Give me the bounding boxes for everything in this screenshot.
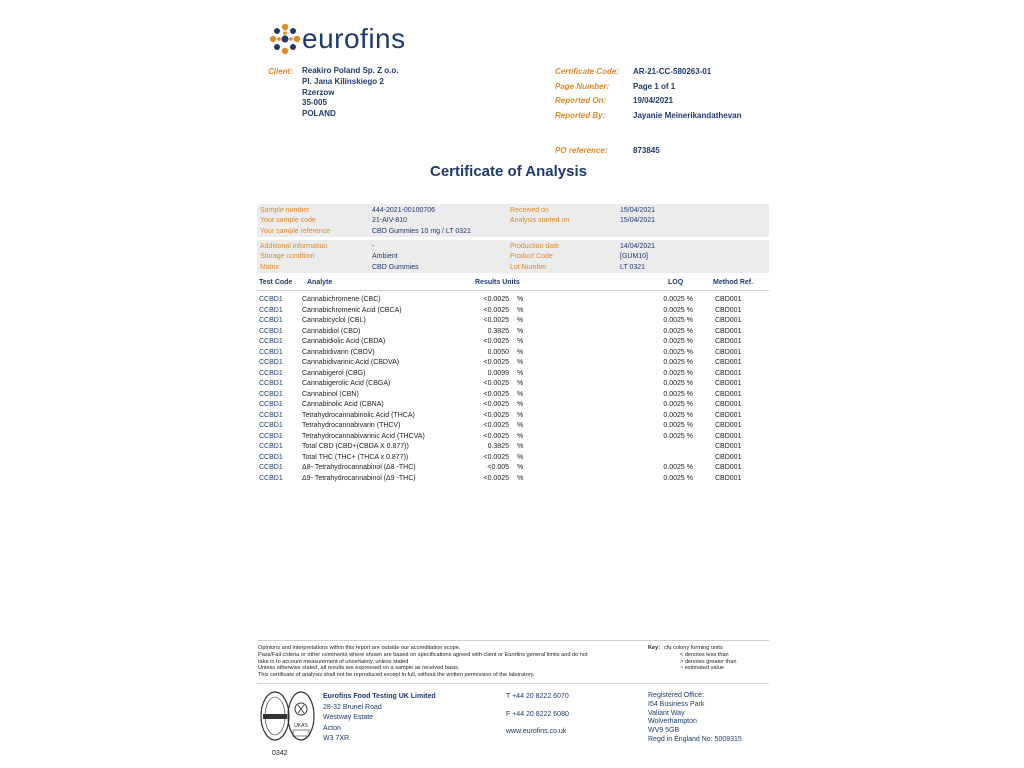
disclaimer-line: take in to account measurement of uncertainty, unless stated: [258, 658, 409, 665]
cell-test-code: CCBD1: [259, 296, 283, 303]
sample-info-labels: [260, 242, 327, 273]
header-method-ref: Method Ref.: [713, 279, 754, 286]
cell-method-ref: CBD001: [715, 380, 742, 387]
cell-loq: 0.0025 %: [663, 369, 693, 377]
cell-loq: 0.0025 %: [663, 422, 693, 429]
cell-result: 0.3825: [487, 443, 509, 450]
table-row: [259, 400, 759, 411]
sample-info-values-right: [620, 242, 655, 273]
cell-analyte: Cannabichromene (CBC): [302, 296, 381, 303]
cell-analyte: Cannabidivarinic Acid (CBDVA): [302, 359, 400, 366]
table-row: [259, 474, 759, 485]
cell-unit: %: [517, 359, 524, 366]
ukas-accreditation-icon: [259, 690, 317, 750]
cell-method-ref: CBD001: [715, 296, 742, 303]
cell-result: <0.005: [487, 464, 509, 471]
cell-test-code: CCBD1: [259, 432, 283, 440]
website-link[interactable]: www.eurofins.co.uk: [506, 728, 567, 735]
cell-result: 0.3825: [487, 327, 509, 335]
info-label: Product Code: [510, 253, 553, 261]
info-value: CBD Gummies 10 mg / LT 0321: [372, 227, 471, 235]
table-row: [259, 295, 759, 306]
client-line: Pl. Jana Kilinskiego 2: [302, 76, 384, 86]
cell-unit: %: [517, 422, 524, 429]
cell-test-code: CCBD1: [259, 401, 283, 408]
lab-name: Eurofins Food Testing UK Limited: [323, 693, 436, 700]
cell-test-code: CCBD1: [259, 390, 283, 398]
disclaimer-line: Unless otherwise stated, all results are expressed on a sample as received basis.: [258, 665, 460, 672]
cell-unit: %: [517, 464, 524, 471]
cell-test-code: CCBD1: [259, 464, 283, 471]
client-line: Reakiro Poland Sp. Z o.o.: [302, 66, 399, 75]
page-title: Certificate of Analysis: [430, 163, 587, 180]
table-row: [259, 442, 759, 453]
certificate-code-value: AR-21-CC-580263-01: [633, 67, 712, 76]
table-row: [259, 358, 759, 369]
sample-info-values: [372, 242, 419, 273]
cell-method-ref: CBD001: [715, 390, 742, 398]
info-value: CBD Gummies: [372, 263, 419, 271]
info-label: Your sample reference: [260, 227, 331, 235]
cell-result: <0.0025: [483, 411, 509, 419]
cell-loq: 0.0025 %: [663, 432, 693, 440]
cell-result: <0.0025: [483, 296, 509, 303]
disclaimer-line: This certificate of analysis shall not be reproduced except in full, without the written permission of the laboratory.: [258, 672, 535, 679]
cell-loq: 0.0025 %: [663, 327, 693, 335]
cell-test-code: CCBD1: [259, 369, 283, 377]
reported-by-label: Reported By:: [555, 111, 606, 120]
info-label: Matrix: [260, 263, 280, 271]
cell-result: <0.0025: [483, 317, 509, 324]
cell-result: <0.0025: [483, 422, 509, 429]
cell-test-code: CCBD1: [259, 422, 283, 429]
cell-test-code: CCBD1: [259, 359, 283, 366]
cell-analyte: Cannabinol (CBN): [302, 390, 359, 398]
info-label: Storage condition: [260, 253, 315, 261]
cell-result: <0.0025: [483, 380, 509, 387]
client-line: Rzerzow: [302, 87, 335, 97]
cell-loq: 0.0025 %: [663, 411, 693, 419]
cell-method-ref: CBD001: [715, 338, 742, 345]
cell-result: <0.0025: [483, 359, 509, 366]
client-label: Client:: [268, 67, 293, 76]
table-row: [259, 327, 759, 338]
cell-method-ref: CBD001: [715, 422, 742, 429]
info-label: Analysis started on: [510, 217, 570, 225]
cell-analyte: Tetrahydrocannabivarin (THCV): [302, 422, 401, 429]
cell-analyte: Tetrahydrocannabivarinic Acid (THCVA): [302, 432, 425, 440]
header-loq: LOQ: [668, 279, 684, 286]
cell-method-ref: CBD001: [715, 369, 742, 377]
reported-by-value: Jayanie Meinerikandathevan: [633, 111, 742, 120]
cell-analyte: Tetrahydrocannabinolic Acid (THCA): [302, 411, 415, 419]
po-reference-label: PO reference:: [555, 146, 608, 155]
cell-analyte: Δ8- Tetrahydrocannabinol (Δ8 -THC): [302, 464, 416, 471]
cell-loq: 0.0025 %: [663, 474, 693, 482]
fax-number: F +44 20 8222 6080: [506, 711, 569, 718]
key-line: < denotes less than: [680, 651, 729, 658]
table-row: [259, 337, 759, 348]
cell-method-ref: CBD001: [715, 401, 742, 408]
certificate-code-label: Certificate Code:: [555, 67, 620, 76]
key-line: ~ estimated value: [680, 665, 724, 672]
cell-method-ref: CBD001: [715, 432, 742, 440]
cell-method-ref: CBD001: [715, 348, 742, 356]
results-table: [259, 295, 759, 484]
header-test-code: Test Code: [259, 279, 293, 286]
header-divider: [257, 290, 769, 291]
cell-analyte: Cannabidivarin (CBDV): [302, 348, 375, 356]
cell-result: 0.0050: [487, 348, 509, 356]
cell-analyte: Cannabigerol (CBG): [302, 369, 366, 377]
cell-loq: 0.0025 %: [663, 390, 693, 398]
cell-method-ref: CBD001: [715, 453, 742, 461]
client-line: 35-005: [302, 98, 327, 108]
reported-on-label: Reported On:: [555, 96, 607, 105]
cell-analyte: Cannabigerolic Acid (CBGA): [302, 380, 391, 387]
info-label: Your sample code: [260, 217, 316, 225]
cell-unit: %: [517, 432, 524, 440]
cell-loq: 0.0025 %: [663, 464, 693, 471]
accreditation-marks: [259, 690, 317, 750]
header-analyte: Analyte: [307, 279, 333, 286]
cell-analyte: Cannabinolic Acid (CBNA): [302, 401, 384, 408]
cell-test-code: CCBD1: [259, 411, 283, 419]
cell-unit: %: [517, 443, 524, 450]
cell-test-code: CCBD1: [259, 474, 283, 482]
accreditation-number: 0342: [272, 750, 288, 757]
disclaimer-line: Opinions and interpretations within this report are outside our accreditation scope.: [258, 645, 461, 651]
info-value: 14/04/2021: [620, 243, 656, 250]
cell-analyte: Cannabidiolic Acid (CBDA): [302, 338, 386, 345]
eurofins-logo: [268, 22, 418, 56]
key-line: cfu colony forming units: [664, 645, 723, 651]
table-row: [259, 369, 759, 380]
cell-result: 0.0099: [487, 369, 509, 377]
address-line: Acton: [323, 724, 341, 732]
cell-unit: %: [517, 338, 524, 345]
header-results-units: Results Units: [475, 279, 520, 286]
logo-dots-icon: [268, 22, 302, 56]
info-label: Additional information: [260, 243, 328, 250]
cell-unit: %: [517, 474, 524, 482]
cell-test-code: CCBD1: [259, 338, 283, 345]
cell-result: <0.0025: [483, 390, 509, 398]
registered-line: Valiant Way: [648, 709, 685, 717]
info-value: Ambient: [372, 253, 398, 261]
cell-unit: %: [517, 380, 524, 387]
table-row: [259, 463, 759, 474]
info-value: 15/04/2021: [620, 207, 656, 214]
key-label: Key:: [648, 645, 661, 651]
cell-result: <0.0025: [483, 306, 509, 314]
disclaimer: [258, 645, 643, 679]
cell-test-code: CCBD1: [259, 443, 283, 450]
cell-test-code: CCBD1: [259, 327, 283, 335]
cell-loq: 0.0025 %: [663, 348, 693, 356]
cell-method-ref: CBD001: [715, 359, 742, 366]
cell-test-code: CCBD1: [259, 306, 283, 314]
cell-test-code: CCBD1: [259, 453, 283, 461]
key-line: > denotes greater than: [680, 658, 737, 665]
registered-office: [648, 692, 742, 745]
info-value: LT 0321: [620, 263, 646, 271]
cell-test-code: CCBD1: [259, 380, 283, 387]
cell-loq: 0.0025 %: [663, 317, 693, 324]
reported-on-value: 19/04/2021: [633, 96, 674, 105]
cell-method-ref: CBD001: [715, 464, 742, 471]
cell-analyte: Δ9- Tetrahydrocannabinol (Δ9 -THC): [302, 474, 416, 482]
registered-line: I54 Business Park: [648, 700, 705, 708]
info-value: 15/04/2021: [620, 217, 656, 225]
client-address: [302, 66, 398, 120]
cell-result: <0.0025: [483, 338, 509, 345]
cell-result: <0.0025: [483, 474, 509, 482]
brand-name: eurofins: [302, 23, 406, 54]
disclaimer-line: Pass/Fail criteria or other comments where shown are based on specifications agreed with client or Eurofins general limits and do not: [258, 651, 588, 658]
info-value: 444-2021-00100706: [372, 207, 436, 214]
cell-analyte: Cannabicyclol (CBL): [302, 317, 366, 324]
address-line: W3 7XR: [323, 735, 350, 742]
info-label: Received on: [510, 207, 549, 214]
cell-unit: %: [517, 296, 524, 303]
cell-unit: %: [517, 369, 524, 377]
table-row: [259, 411, 759, 422]
cell-method-ref: CBD001: [715, 327, 742, 335]
cell-method-ref: CBD001: [715, 306, 742, 314]
table-row: [259, 379, 759, 390]
cell-unit: %: [517, 317, 524, 324]
table-row: [259, 390, 759, 401]
info-label: Production date: [510, 243, 560, 250]
cell-result: <0.0025: [483, 453, 509, 461]
cell-method-ref: CBD001: [715, 317, 742, 324]
address-line: Westway Estate: [323, 714, 374, 721]
phone-number: T +44 20 8222 6070: [506, 693, 569, 700]
sample-info-values-right: [620, 206, 655, 227]
registered-line: Wolverhampton: [648, 718, 697, 726]
client-line: POLAND: [302, 109, 336, 119]
cell-result: <0.0025: [483, 432, 509, 440]
cell-analyte: Cannabichromenic Acid (CBCA): [302, 306, 402, 314]
cell-loq: 0.0025 %: [663, 380, 693, 387]
cell-loq: 0.0025 %: [663, 306, 693, 314]
cell-loq: 0.0025 %: [663, 296, 693, 303]
info-label: Lot Number: [510, 263, 547, 271]
sample-info-band-2: [257, 240, 769, 273]
cell-analyte: Total THC (THC+ (THCA x 0.877)): [302, 453, 409, 461]
cell-analyte: Total CBD (CBD+(CBDA X 0.877)): [302, 443, 409, 450]
cell-loq: 0.0025 %: [663, 401, 693, 408]
sample-info-labels: [260, 206, 330, 237]
cell-method-ref: CBD001: [715, 474, 742, 482]
info-value: -: [372, 243, 375, 250]
address-line: 28-32 Brunel Road: [323, 703, 382, 711]
table-row: [259, 432, 759, 443]
cell-loq: 0.0025 %: [663, 359, 693, 366]
table-row: [259, 453, 759, 464]
ukas-text: UKAS: [294, 723, 308, 729]
cell-method-ref: CBD001: [715, 411, 742, 419]
cell-unit: %: [517, 453, 524, 461]
footer-divider-2: [257, 683, 769, 684]
cell-result: <0.0025: [483, 401, 509, 408]
cell-unit: %: [517, 411, 524, 419]
key-list: [664, 645, 736, 672]
cell-unit: %: [517, 306, 524, 314]
cell-test-code: CCBD1: [259, 317, 283, 324]
sample-info-values: [372, 206, 471, 237]
cell-unit: %: [517, 401, 524, 408]
page-number-value: Page 1 of 1: [633, 82, 676, 91]
table-row: [259, 348, 759, 359]
cell-test-code: CCBD1: [259, 348, 283, 356]
table-row: [259, 421, 759, 432]
cell-method-ref: CBD001: [715, 443, 742, 450]
table-row: [259, 316, 759, 327]
info-value: [GUM10]: [620, 253, 649, 261]
registered-line: WV9 5GB: [648, 727, 680, 735]
cell-analyte: Cannabidiol (CBD): [302, 327, 361, 335]
cell-unit: %: [517, 348, 524, 356]
page-number-label: Page Number:: [555, 82, 610, 91]
cell-unit: %: [517, 327, 524, 335]
lab-address: [323, 692, 436, 745]
footer-divider: [257, 640, 769, 641]
cell-unit: %: [517, 390, 524, 398]
po-reference-value: 873845: [633, 146, 660, 155]
table-row: [259, 306, 759, 317]
sample-info-labels-right: [510, 206, 569, 227]
registered-line: Registered Office:: [648, 692, 704, 699]
registered-line: Regd in England No: 5009315: [648, 735, 742, 743]
sample-info-band-1: [257, 204, 769, 237]
info-value: 21-AIV-810: [372, 217, 408, 225]
cell-loq: 0.0025 %: [663, 338, 693, 345]
sample-info-labels-right: [510, 242, 559, 273]
info-label: Sample number: [260, 207, 310, 214]
